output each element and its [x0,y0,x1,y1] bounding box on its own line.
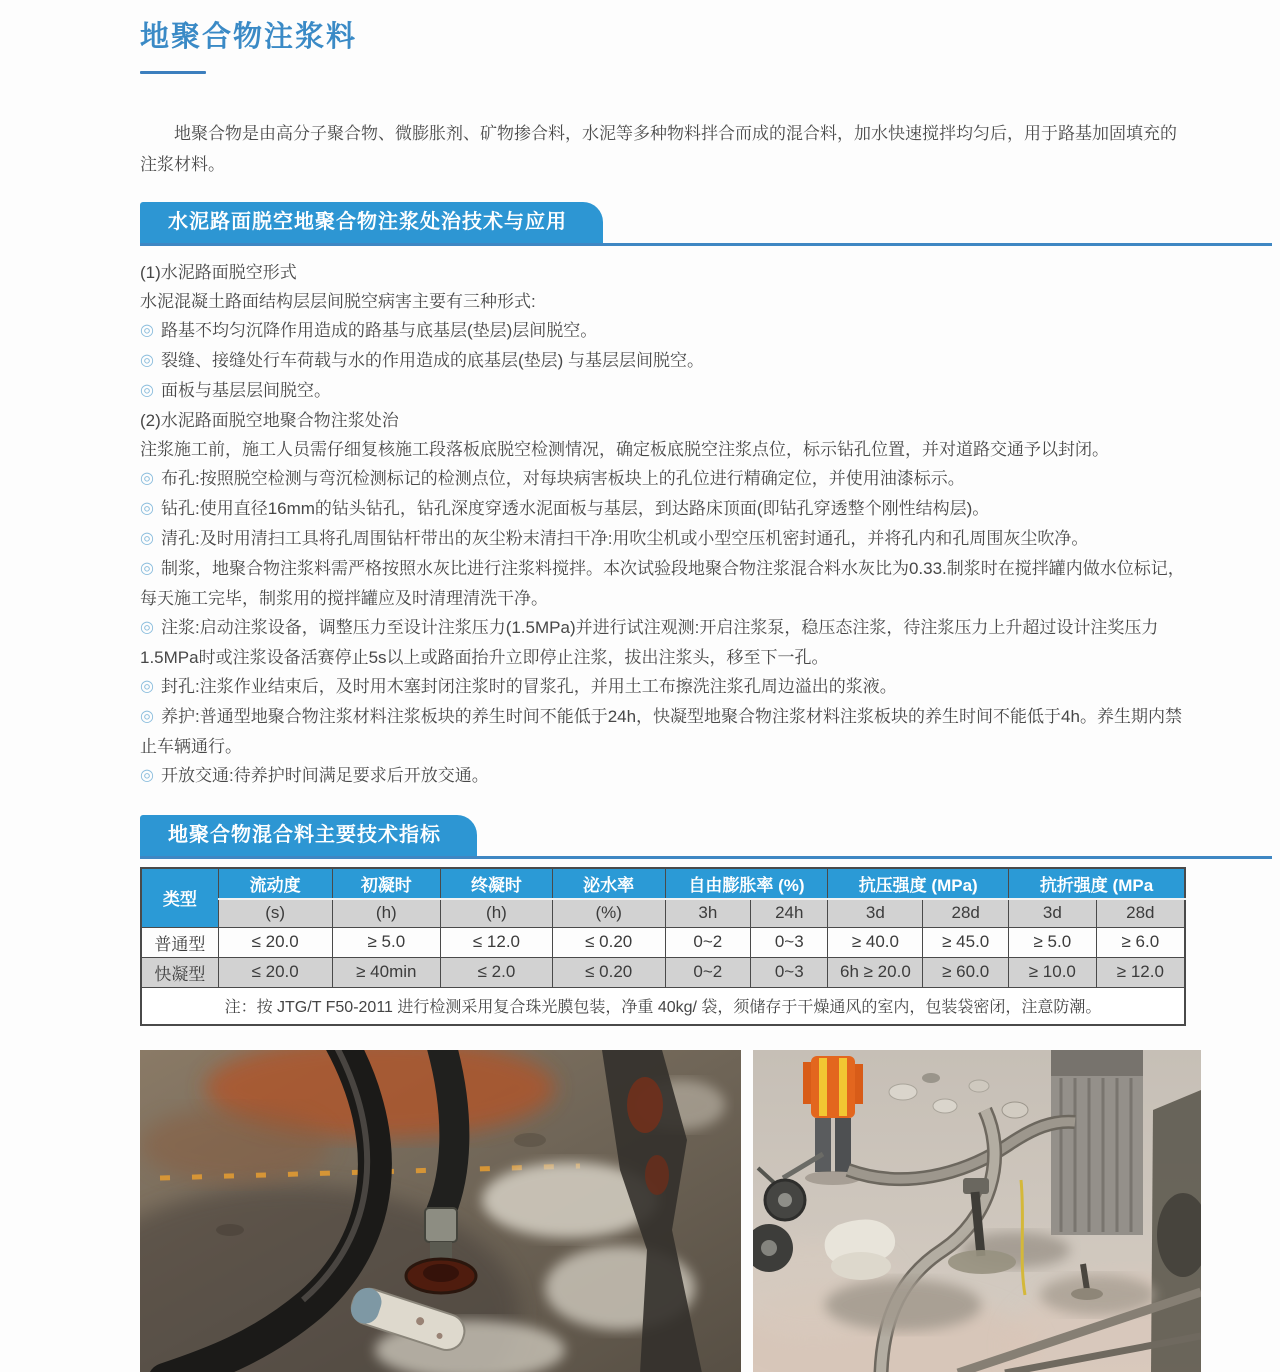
table-header-row-1 [141,868,1185,899]
col-header-type: 类型 [141,868,218,927]
paragraph: ◎ 封孔:注浆作业结束后，及时用木塞封闭注浆时的冒浆孔，并用土工布擦洗注浆孔周边溢出的浆液。 [140,677,897,696]
sub-header: 24h [751,899,828,927]
ring-bullet-icon: ◎ [140,560,154,577]
ring-bullet-icon: ◎ [140,619,154,636]
cell: ≥ 5.0 [332,927,441,957]
col-header: 抗折强度 (MPa [1008,868,1185,899]
sub-header: (%) [552,899,665,927]
ring-bullet-icon: ◎ [140,678,154,695]
col-header: 流动度 [218,868,332,899]
ring-bullet-icon: ◎ [140,322,154,339]
col-header: 终凝时 [441,868,553,899]
cell: ≥ 5.0 [1008,927,1096,957]
paragraph: ◎ 制浆，地聚合物注浆料需严格按照水灰比进行注浆料搅拌。本次试验段地聚合物注浆混合料水灰比为0.33.制浆时在搅拌罐内做水位标记，每天施工完毕，制浆用的搅拌罐应及时清理清洗干净。 [140,559,1185,608]
paragraph: 水泥混凝土路面结构层层间脱空病害主要有三种形式: [140,292,536,311]
sub-header: (h) [441,899,553,927]
col-header: 抗压强度 (MPa) [828,868,1009,899]
sub-header: 28d [923,899,1009,927]
grouting-worksite-photo [753,1050,1201,1372]
row-label: 快凝型 [141,957,218,987]
cell: ≤ 2.0 [441,957,553,987]
cell: ≥ 40min [332,957,441,987]
cell: ≤ 12.0 [441,927,553,957]
cell: ≥ 6.0 [1096,927,1185,957]
cell: 0~3 [751,927,828,957]
ring-bullet-icon: ◎ [140,708,154,725]
cell: ≥ 60.0 [923,957,1009,987]
section2-header-bar [140,815,1272,859]
cell: ≥ 10.0 [1008,957,1096,987]
ring-bullet-icon: ◎ [140,767,154,784]
cell: ≤ 20.0 [218,927,332,957]
row-label: 普通型 [141,927,218,957]
table-row-normal-type [141,927,1185,957]
col-header: 自由膨胀率 (%) [665,868,828,899]
paragraph: ◎ 钻孔:使用直径16mm的钻头钻孔，钻孔深度穿透水泥面板与基层，到达路床顶面(即钻孔穿透整个刚性结构层)。 [140,499,990,518]
cell: ≤ 20.0 [218,957,332,987]
ring-bullet-icon: ◎ [140,500,154,517]
sub-header: 3h [665,899,751,927]
cell: 0~3 [751,957,828,987]
paragraph: ◎ 开放交通:待养护时间满足要求后开放交通。 [140,766,489,785]
paragraph: ◎ 布孔:按照脱空检测与弯沉检测标记的检测点位，对每块病害板块上的孔位进行精确定位，并使用油漆标示。 [140,469,965,488]
grouting-hose-and-port-photo [140,1050,741,1372]
cell: ≤ 0.20 [552,927,665,957]
cell: 6h ≥ 20.0 [828,957,923,987]
col-header: 初凝时 [332,868,441,899]
table-header-row-2 [141,899,1185,927]
ring-bullet-icon: ◎ [140,352,154,369]
sub-header: 3d [1008,899,1096,927]
sub-header: (h) [332,899,441,927]
paragraph: (2)水泥路面脱空地聚合物注浆处治 [140,411,399,430]
section1-body [140,258,1186,791]
sub-header: 3d [828,899,923,927]
cell: ≥ 45.0 [923,927,1009,957]
paragraph: ◎ 养护:普通型地聚合物注浆材料注浆板块的养生时间不能低于24h，快凝型地聚合物注浆材料注浆板块的养生时间不能低于4h。养生期内禁止车辆通行。 [140,707,1182,756]
paragraph: 注浆施工前，施工人员需仔细复核施工段落板底脱空检测情况，确定板底脱空注浆点位，标示钻孔位置，并对道路交通予以封闭。 [140,440,1109,459]
paragraph: ◎ 路基不均匀沉降作用造成的路基与底基层(垫层)层间脱空。 [140,321,598,340]
ring-bullet-icon: ◎ [140,382,154,399]
table-row-fast-set-type [141,957,1185,987]
ring-bullet-icon: ◎ [140,470,154,487]
paragraph: ◎ 裂缝、接缝处行车荷载与水的作用造成的底基层(垫层) 与基层层间脱空。 [140,351,705,370]
paragraph: ◎ 注浆:启动注浆设备，调整压力至设计注浆压力(1.5MPa)并进行试注观测:开启注浆泵，稳压态注浆，待注浆压力上升超过设计注奖压力1.5MPa时或注浆设备活赛停止5s以上或路面抬升立即停止注浆，拔出注浆头，移至下一孔。 [140,618,1159,667]
technical-spec-table [140,867,1186,1026]
section1-header: 水泥路面脱空地聚合物注浆处治技术与应用 [140,202,603,243]
table-note-row [141,987,1185,1025]
cell: 0~2 [665,957,751,987]
cell: ≤ 0.20 [552,957,665,987]
intro-paragraph: 地聚合物是由高分子聚合物、微膨胀剂、矿物掺合料，水泥等多种物料拌合而成的混合料，加水快速搅拌均匀后，用于路基加固填充的注浆材料。 [140,124,1177,174]
paragraph: (1)水泥路面脱空形式 [140,263,297,282]
section1-header-bar [140,202,1272,246]
photo-strip [140,1050,1186,1372]
cell: 0~2 [665,927,751,957]
cell: ≥ 12.0 [1096,957,1185,987]
cell: ≥ 40.0 [828,927,923,957]
paragraph: ◎ 面板与基层层间脱空。 [140,381,331,400]
sub-header: (s) [218,899,332,927]
sub-header: 28d [1096,899,1185,927]
ring-bullet-icon: ◎ [140,530,154,547]
paragraph: ◎ 清孔:及时用清扫工具将孔周围钻杆带出的灰尘粉末清扫干净:用吹尘机或小型空压机密封通孔，并将孔内和孔周围灰尘吹净。 [140,529,1089,548]
page-title: 地聚合物注浆料 [140,21,358,53]
section2-header: 地聚合物混合料主要技术指标 [140,815,477,856]
table-note: 注：按 JTG/T F50-2011 进行检测采用复合珠光膜包装，净重 40kg/ 袋，须储存于干燥通风的室内，包装袋密闭，注意防潮。 [141,987,1185,1025]
title-underline [140,71,206,74]
col-header: 泌水率 [552,868,665,899]
